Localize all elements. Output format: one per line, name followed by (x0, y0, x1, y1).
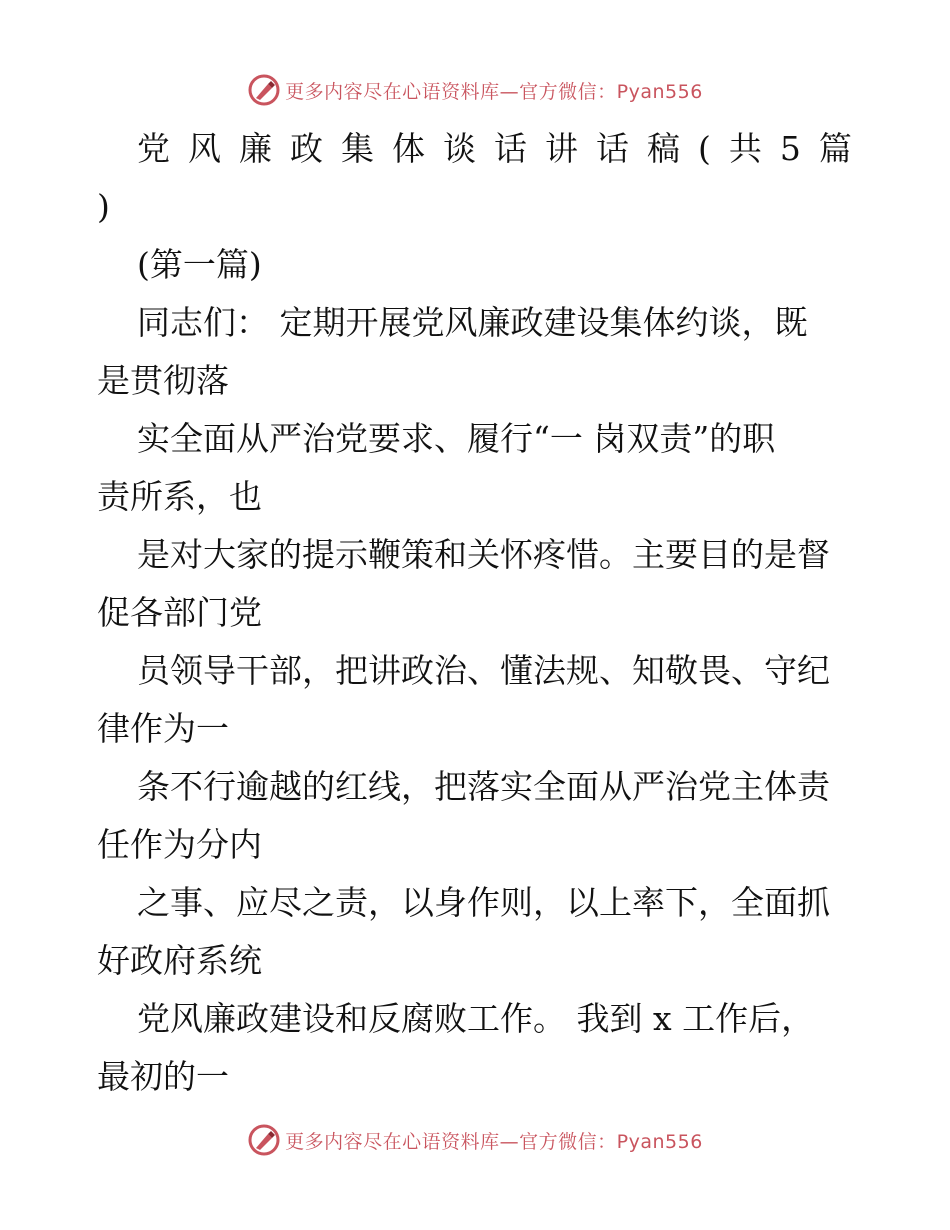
footer-watermark (0, 1120, 950, 1160)
body-line: 党风廉政建设和反腐败工作。 我到 x 工作后， (137, 999, 815, 1038)
body-line: 促各部门党 (97, 593, 262, 632)
watermark-text: 更多内容尽在心语资料库—官方微信：Pyan556 (285, 1130, 703, 1153)
body-line: 是贯彻落 (97, 361, 229, 400)
body-line: 员领导干部，把讲政治、懂法规、知敬畏、守纪 (137, 651, 830, 690)
document-title-continued: ) (97, 187, 110, 226)
body-line: 好政府系统 (97, 941, 262, 980)
body-line: 责所系，也 (97, 477, 262, 516)
pen-logo-icon (247, 1123, 281, 1157)
watermark-text: 更多内容尽在心语资料库—官方微信：Pyan556 (285, 80, 703, 103)
body-line: 最初的一 (97, 1057, 229, 1096)
body-line: 律作为一 (97, 709, 229, 748)
pen-logo-icon (247, 73, 281, 107)
body-line: 任作为分内 (97, 825, 262, 864)
document-title: 党风廉政集体谈话讲话稿(共5篇 (137, 129, 870, 168)
body-line: 是对大家的提示鞭策和关怀疼惜。主要目的是督 (137, 535, 830, 574)
body-line: 实全面从严治党要求、履行“一 岗双责”的职 (137, 419, 776, 458)
body-line: 条不行逾越的红线，把落实全面从严治党主体责 (137, 767, 830, 806)
document-body (97, 120, 870, 1106)
header-watermark (0, 70, 950, 110)
body-line: 之事、应尽之责，以身作则，以上率下，全面抓 (137, 883, 830, 922)
body-line: 同志们： 定期开展党风廉政建设集体约谈，既 (137, 303, 808, 342)
section-heading: (第一篇) (137, 245, 262, 284)
